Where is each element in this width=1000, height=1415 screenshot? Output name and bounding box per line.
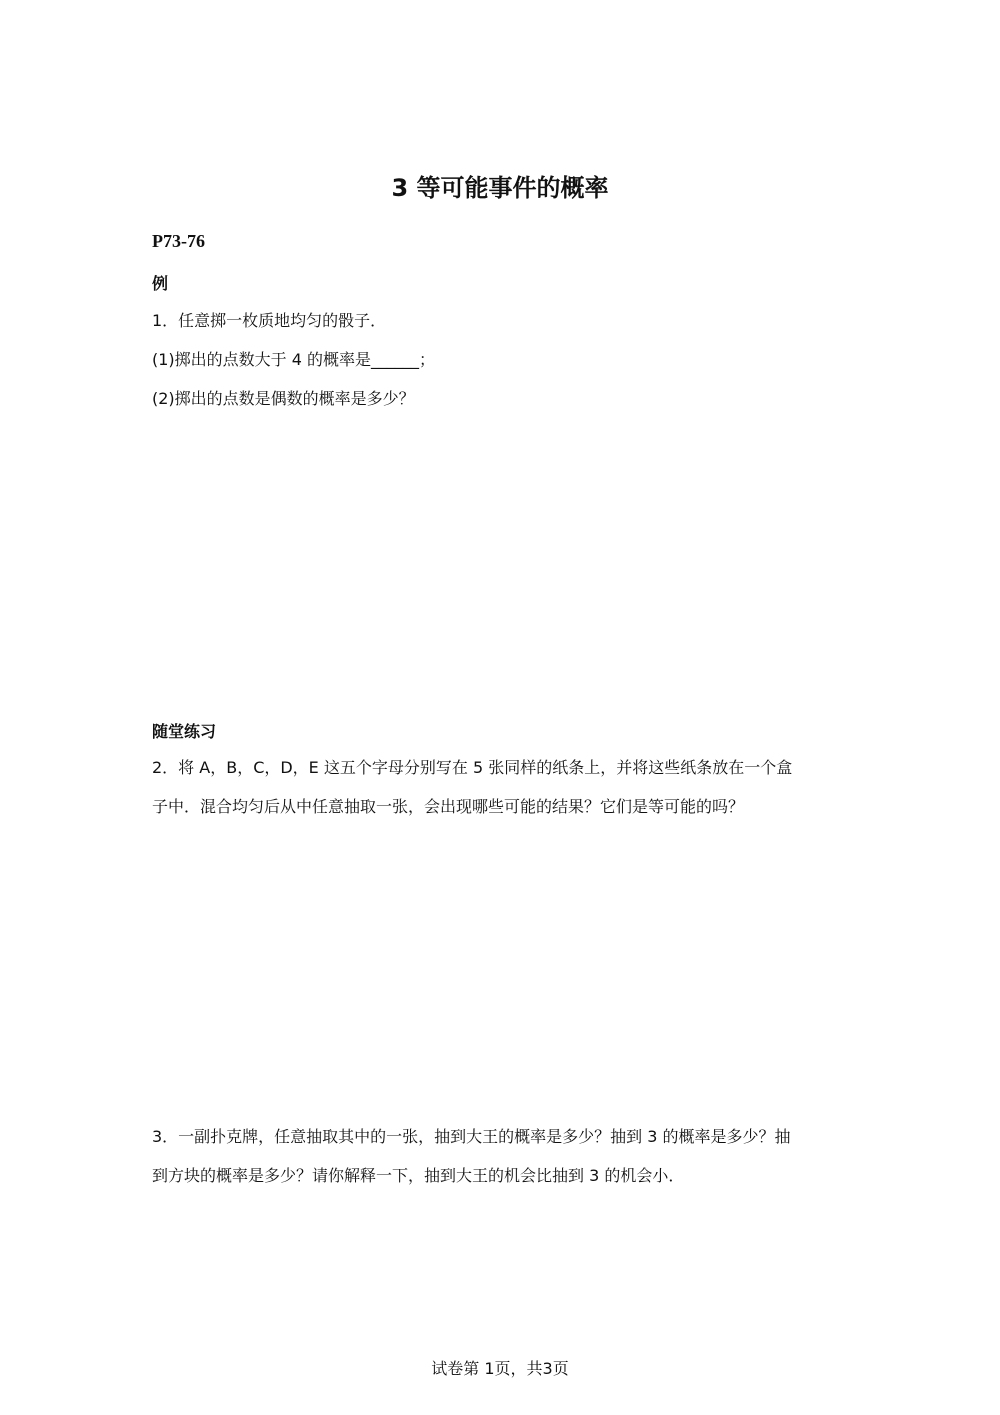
question-3-line-1: 3．一副扑克牌，任意抽取其中的一张，抽到大王的概率是多少？抽到 3 的概率是多少？抽 (152, 1127, 791, 1146)
question-2-line-1: 2．将 A，B，C，D，E 这五个字母分别写在 5 张同样的纸条上，并将这些纸条放在一个盒 (152, 758, 793, 777)
example-heading: 例 (152, 274, 169, 293)
question-2-line-2: 子中．混合均匀后从中任意抽取一张，会出现哪些可能的结果？它们是等可能的吗？ (152, 797, 745, 816)
pages-reference: P73-76 (152, 231, 205, 251)
page-title: 3 等可能事件的概率 (391, 174, 609, 202)
practice-heading: 随堂练习 (152, 722, 217, 741)
question-1-part-2: (2)掷出的点数是偶数的概率是多少？ (152, 389, 415, 408)
question-3-line-2: 到方块的概率是多少？请你解释一下，抽到大王的机会比抽到 3 的机会小． (152, 1166, 685, 1185)
question-1-stem: 1．任意掷一枚质地均匀的骰子． (152, 311, 387, 330)
page-footer: 试卷第 1页，共3页 (431, 1359, 569, 1378)
question-1-part-1: (1)掷出的点数大于 4 的概率是______； (152, 350, 436, 369)
